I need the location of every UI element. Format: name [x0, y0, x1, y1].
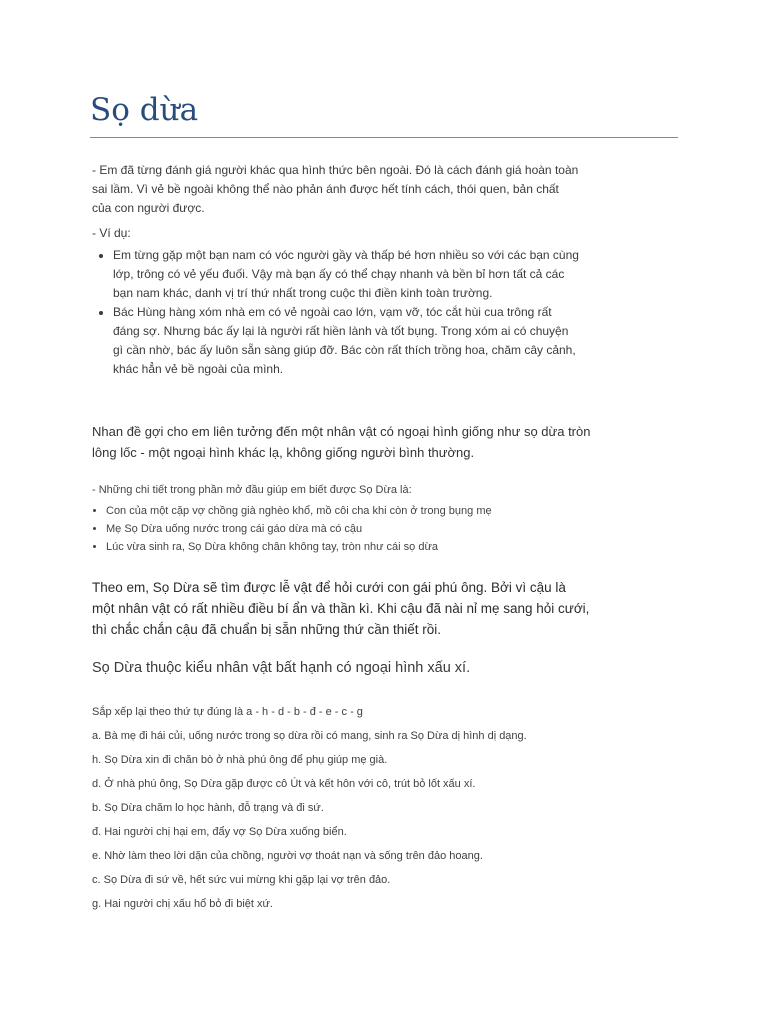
section-order	[92, 703, 612, 919]
order-item: e. Nhờ làm theo lời dặn của chồng, người vợ thoát nạn và sống trên đảo hoang.	[92, 850, 483, 862]
list-item: • Lúc vừa sinh ra, Sọ Dừa không chân không tay, tròn như cái sọ dừa	[106, 538, 592, 556]
order-item: đ. Hai người chị hại em, đẩy vợ Sọ Dừa xuống biển.	[92, 826, 347, 838]
section-intro	[92, 161, 580, 379]
details-list	[92, 502, 592, 556]
character-type-paragraph: Sọ Dừa thuộc kiểu nhân vật bất hạnh có ngoại hình xấu xí.	[92, 660, 471, 676]
page-title: Sọ dừa	[90, 92, 199, 128]
order-item: g. Hai người chị xấu hổ bỏ đi biệt xứ.	[92, 898, 273, 910]
order-item: b. Sọ Dừa chăm lo học hành, đỗ trạng và đi sứ.	[92, 802, 324, 814]
list-item: • Bác Hùng hàng xóm nhà em có vẻ ngoài cao lớn, vạm vỡ, tóc cắt hùi cua trông rất đáng sợ. Nhưng bác ấy lại là người rất hiền lành và tốt bụng. Trong xóm ai có chuyện gì cần nhờ, bác ấy luôn sẵn sàng giúp đỡ. Bác còn rất thích trồng hoa, chăm cây cảnh, khác hẳn vẻ bề ngoài của mình.	[113, 303, 580, 379]
order-item: c. Sọ Dừa đi sứ về, hết sức vui mừng khi gặp lại vợ trên đảo.	[92, 874, 391, 886]
prediction-paragraph: Theo em, Sọ Dừa sẽ tìm được lễ vật để hỏi cưới con gái phú ông. Bởi vì cậu là một nhân vật có rất nhiều điều bí ẩn và thần kì. Khi cậu đã nài nỉ mẹ sang hỏi cưới, thì chắc chắn cậu đã chuẩn bị sẵn những thứ cần thiết rồi.	[92, 580, 590, 637]
order-item: h. Sọ Dừa xin đi chăn bò ở nhà phú ông để phụ giúp mẹ già.	[92, 754, 388, 766]
example-label: - Ví dụ:	[92, 226, 131, 240]
list-item: • Mẹ Sọ Dừa uống nước trong cái gáo dừa mà có cậu	[106, 520, 592, 538]
order-item: d. Ở nhà phú ông, Sọ Dừa gặp được cô Út và kết hôn với cô, trút bỏ lốt xấu xí.	[92, 778, 476, 790]
example-list	[92, 246, 580, 379]
intro-paragraph: - Em đã từng đánh giá người khác qua hình thức bên ngoài. Đó là cách đánh giá hoàn toàn sai lầm. Vì vẻ bề ngoài không thể nào phản ánh được hết tính cách, thói quen, bản chất của con người được.	[92, 163, 579, 215]
list-item: • Con của một cặp vợ chồng già nghèo khổ, mồ côi cha khi còn ở trong bụng mẹ	[106, 502, 592, 520]
list-item: • Em từng gặp một bạn nam có vóc người gầy và thấp bé hơn nhiều so với các bạn cùng lớp, trông có vẻ yếu đuối. Vậy mà bạn ấy có thể chạy nhanh và bền bỉ hơn tất cả các bạn nam khác, danh vị trí thứ nhất trong cuộc thi điền kinh toàn trường.	[113, 246, 580, 303]
details-lead: - Những chi tiết trong phần mở đầu giúp em biết được Sọ Dừa là:	[92, 484, 412, 496]
title-association-paragraph: Nhan đề gợi cho em liên tưởng đến một nhân vật có ngoại hình giống như sọ dừa tròn lông lốc - một ngoại hình khác lạ, không giống người bình thường.	[92, 424, 591, 460]
order-item: a. Bà mẹ đi hái củi, uống nước trong sọ dừa rồi có mang, sinh ra Sọ Dừa dị hình dị dạng.	[92, 730, 527, 742]
section-details	[92, 481, 592, 556]
title-divider	[90, 137, 678, 138]
order-lead: Sắp xếp lại theo thứ tự đúng là a - h - d - b - đ - e - c - g	[92, 706, 363, 718]
